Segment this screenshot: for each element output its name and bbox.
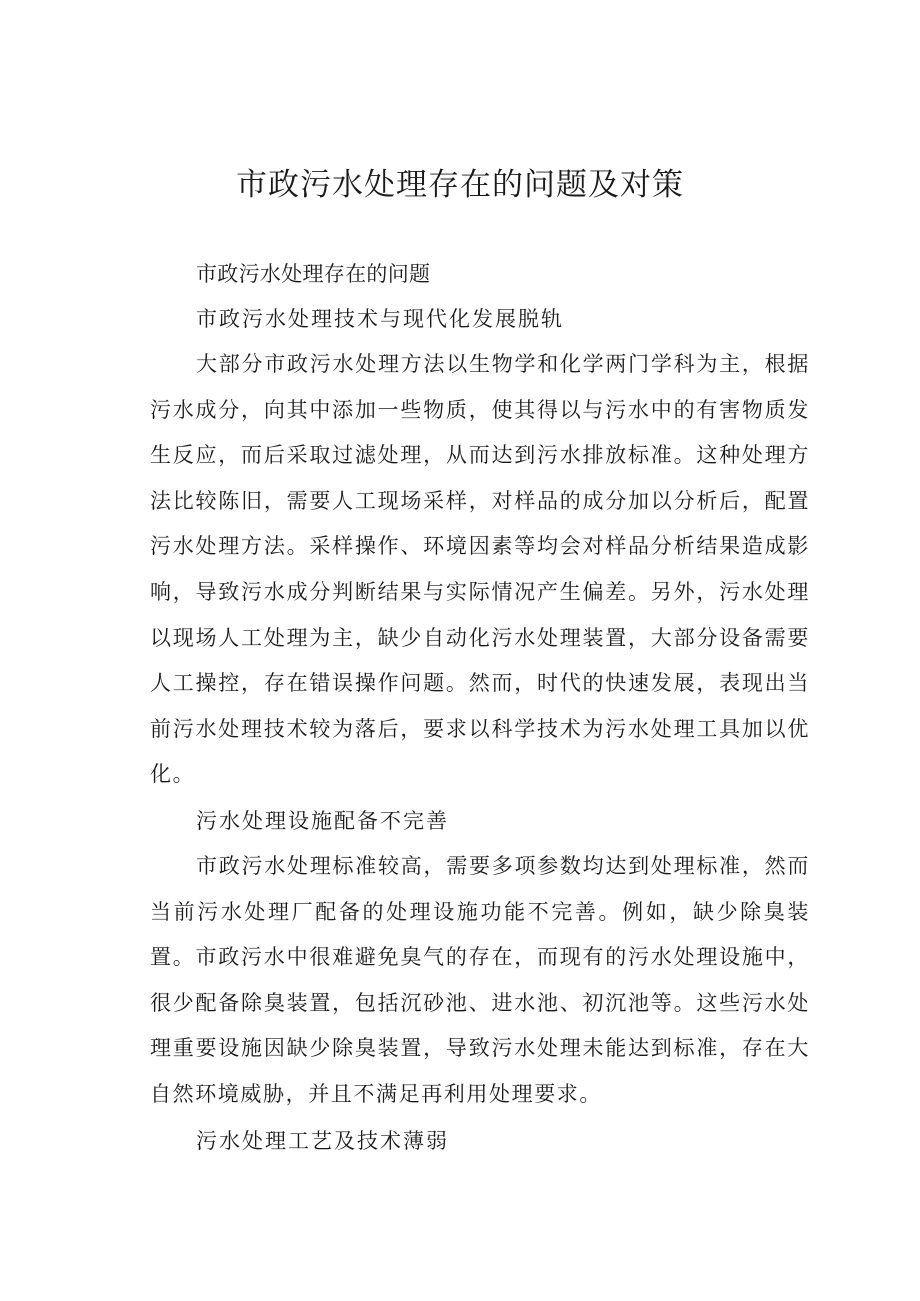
- paragraph-facilities: 市政污水处理标准较高，需要多项参数均达到处理标准，然而当前污水处理厂配备的处理设施功能不完善。例如，缺少除臭装置。市政污水中很难避免臭气的存在，而现有的污水处理设施中，很少配备除臭装置，包括沉砂池、进水池、初沉池等。这些污水处理重要设施因缺少除臭装置，导致污水处理未能达到标准，存在大自然环境威胁，并且不满足再利用处理要求。: [150, 853, 810, 1106]
- document-title: 市政污水处理存在的问题及对策: [236, 167, 684, 203]
- document-body: [150, 252, 810, 1164]
- subheading-process-weakness: 污水处理工艺及技术薄弱: [196, 1128, 449, 1153]
- section-heading: 市政污水处理存在的问题: [196, 262, 431, 286]
- subheading-technology-gap: 市政污水处理技术与现代化发展脱轨: [196, 307, 564, 331]
- subheading-facilities: 污水处理设施配备不完善: [196, 808, 449, 833]
- paragraph-technology-gap: 大部分市政污水处理方法以生物学和化学两门学科为主，根据污水成分，向其中添加一些物质，使其得以与污水中的有害物质发生反应，而后采取过滤处理，从而达到污水排放标准。这种处理方法比较陈旧，需要人工现场采样，对样品的成分加以分析后，配置污水处理方法。采样操作、环境因素等均会对样品分析结果造成影响，导致污水成分判断结果与实际情况产生偏差。另外，污水处理以现场人工处理为主，缺少自动化污水处理装置，大部分设备需要人工操控，存在错误操作问题。然而，时代的快速发展，表现出当前污水处理技术较为落后，要求以科学技术为污水处理工具加以优化。: [150, 352, 810, 787]
